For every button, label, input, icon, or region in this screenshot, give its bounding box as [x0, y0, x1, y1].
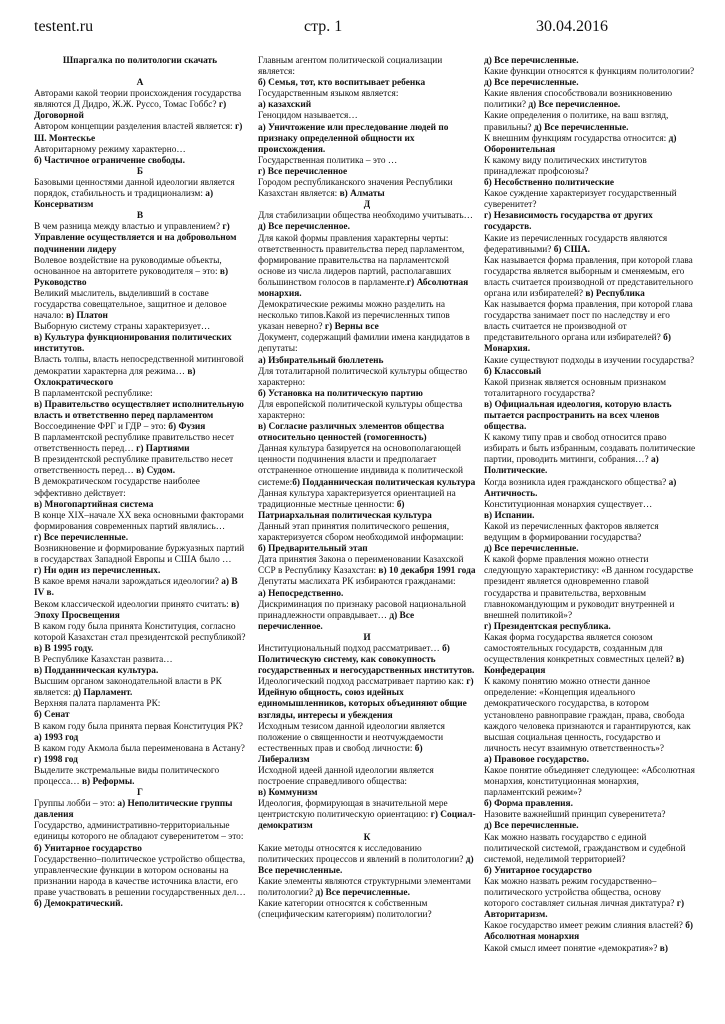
question-entry — [258, 722, 476, 766]
answer-text: в) 10 декабря 1991 года — [376, 566, 476, 577]
question-text: В каком году была принята первая Конституция РК? — [34, 721, 243, 732]
question-entry — [258, 766, 476, 788]
question-text: Данный этап принятия политического решения, характеризуется сбором необходимой информации: — [258, 521, 464, 544]
answer-text: а) казахский — [258, 100, 312, 111]
answer-entry — [258, 589, 476, 600]
answer-text: а) Избирательный бюллетень — [258, 355, 384, 366]
question-entry — [258, 644, 476, 677]
question-entry — [484, 378, 696, 400]
question-entry — [484, 234, 696, 256]
question-text: К внешним функциям государства относится: — [484, 133, 667, 144]
answer-text: б) Унитарное государство — [484, 865, 592, 876]
question-entry — [484, 478, 696, 500]
answer-text: в) Охлократического — [34, 366, 196, 388]
question-text: Как можно назвать государство с единой политической системой, гражданством и судебной системой, неделимой территорией? — [484, 832, 686, 865]
answer-text: г) Управление осуществляется и на добровольном подчинении лидеру — [34, 222, 237, 255]
answer-entry — [484, 622, 696, 633]
answer-text: д) Все перечисленные. — [484, 56, 579, 66]
question-text: Какой признак является основным признаком тоталитарного государства? — [484, 377, 667, 399]
question-entry — [484, 433, 696, 477]
question-text: Государственно–политическое устройство общества, управленческие функции в котором основаны на признании народа в качестве источника власти, его праве участвовать в решении государственных дел… — [34, 854, 246, 898]
answer-text: г) Все перечисленное — [258, 166, 348, 177]
question-entry — [484, 810, 696, 821]
answer-text: г) Абсолютная монархия. — [258, 277, 469, 299]
answer-text: в) Подданническая культура. — [34, 666, 159, 677]
answer-text: а) 1993 год — [34, 732, 79, 743]
answer-text: д) Все перечисленные. — [258, 854, 474, 876]
answer-text: б) Форма правления. — [484, 799, 573, 810]
answer-text: в) Согласие различных элементов общества относительно ценностей (гомогенность) — [258, 422, 445, 444]
answer-text: г) Верны все — [322, 322, 379, 333]
answer-text: а) Консерватизм — [34, 189, 214, 211]
question-entry — [258, 489, 476, 522]
answer-text: д) Все перечисленное. — [258, 222, 350, 233]
question-entry — [34, 622, 246, 655]
question-entry — [258, 844, 476, 877]
answer-text: в) — [657, 943, 668, 954]
answer-entry — [34, 156, 246, 167]
question-text: Какие функции относятся к функциям политологии? — [484, 67, 695, 78]
answer-entry — [34, 566, 246, 577]
answer-entry — [34, 533, 246, 544]
answer-text: а) Непосредственно. — [258, 588, 344, 599]
question-text: Демократические режимы можно разделить на несколько типов.Какой из перечисленных типов указан неверно? — [258, 300, 450, 333]
answer-text: г) Независимость государства от других государств. — [484, 211, 653, 233]
question-entry — [34, 222, 246, 255]
answer-text: б) Классовый — [484, 366, 542, 377]
answer-entry — [258, 78, 476, 89]
question-entry — [484, 189, 696, 211]
answer-entry — [484, 400, 696, 433]
answer-text: г) Ш. Монтескье — [34, 122, 243, 144]
question-entry — [34, 677, 246, 699]
question-text: В конце XIX–начале XX века основными факторами формирования современных партий являлись… — [34, 510, 244, 532]
answer-text: б) Монархия. — [484, 333, 671, 355]
question-text: Дискриминация по признаку расовой национальной принадлежности оправдывает… — [258, 599, 467, 621]
question-text: К какому понятию можно отнести данное определение: «Концепция идеального демократического государства, в котором установлено равноправие граждан, права, свобода каждого человека признаются и гарантируются, как высшая социальная ценность, государство и личность несут взаимную ответственность»? — [484, 677, 691, 754]
question-text: Государственным языком является: — [258, 89, 399, 100]
question-text: В Республике Казахстан развита… — [34, 654, 173, 665]
question-text: Какие явления способствовали возникновению политики? — [484, 89, 673, 111]
question-text: Какое понятие объединяет следующее: «Абсолютная монархия, конституционная монархия, парламентский режим»? — [484, 766, 695, 799]
question-text: Государственная политика – это … — [258, 155, 398, 166]
question-text: Дата принятия Закона о переименовании Казахской ССР в Республику Казахстан: — [258, 555, 464, 577]
question-text: Для европейской политической культуры общества характерно: — [258, 399, 463, 421]
question-text: Какой смысл имеет понятие «демократия»? — [484, 943, 658, 954]
question-text: Как называется форма правления, при которой глава государства занимает пост по наследству и его власть считается не производной от представительного органа или избирателей? — [484, 300, 693, 344]
question-text: Какие элементы являются структурными элементами политологии? — [258, 876, 471, 899]
answer-entry — [484, 799, 696, 810]
question-text: Какие существуют подходы в изучении государства? — [484, 355, 695, 366]
question-entry — [484, 256, 696, 300]
answer-text: в) Руководство — [34, 266, 229, 288]
question-text: Как можно назвать режим государственно–политического устройства общества, основу которого составляет сильная личная диктатура? — [484, 876, 675, 910]
question-entry — [34, 355, 246, 388]
question-entry — [258, 234, 476, 301]
question-entry — [484, 500, 696, 511]
answer-text: б) Сенат — [34, 710, 70, 721]
question-entry — [258, 56, 476, 78]
question-text: Геноцидом называется… — [258, 111, 358, 122]
answer-entry — [34, 710, 246, 721]
question-text: Власть толпы, власть непосредственной митинговой демократии характерна для режима… — [34, 355, 244, 377]
question-entry — [484, 300, 696, 355]
answer-entry — [34, 333, 246, 355]
answer-text: б) Фузия — [166, 422, 206, 432]
answer-entry — [34, 666, 246, 677]
question-text: Авторами какой теории происхождения государства являются Д Дидро, Ж.Ж. Руссо, Томас Гоббс? — [34, 89, 242, 111]
answer-text: в) Республика — [583, 288, 645, 299]
question-entry — [34, 766, 246, 788]
question-entry — [258, 333, 476, 355]
question-text: Волевое воздействие на руководимые объекты, основанное на авторитете руководителя – это: — [34, 255, 222, 277]
question-text: В парламентской республике правительство несет ответственность перед… — [34, 433, 235, 455]
section-letter: А — [136, 78, 144, 89]
document-title: Шпаргалка по политологии скачать — [62, 56, 218, 66]
text-column-1 — [34, 56, 246, 910]
section-letter: Б — [136, 166, 144, 177]
question-entry — [34, 289, 246, 322]
question-entry — [34, 799, 246, 821]
question-entry — [34, 322, 246, 333]
question-text: Группы лобби – это: — [34, 799, 116, 810]
answer-text: г) Договорной — [34, 100, 227, 122]
question-entry — [258, 577, 476, 588]
section-letter: К — [363, 832, 371, 843]
site-name: testent.ru — [34, 18, 94, 35]
answer-entry — [258, 788, 476, 799]
answer-text: в) Правительство осуществляет исполнительную власть и ответственно перед парламентом — [34, 399, 244, 421]
question-text: Назовите важнейший принцип суверенитета? — [484, 810, 666, 821]
answer-entry — [34, 500, 246, 511]
answer-text: в) Эпоху Просвещения — [34, 599, 240, 621]
question-text: В президентской республике правительство несет ответственность перед… — [34, 455, 234, 477]
question-entry — [34, 577, 246, 599]
answer-text: б) Подданническая политическая культура — [292, 477, 476, 488]
question-entry — [34, 256, 246, 289]
question-text: Верхняя палата парламента РК: — [34, 699, 161, 710]
question-entry — [34, 600, 246, 622]
answer-text: б) Семья, тот, кто воспитывает ребенка — [258, 78, 426, 89]
question-entry — [258, 211, 476, 233]
question-entry — [34, 821, 246, 843]
answer-text: в) Реформы. — [79, 777, 135, 787]
page-number: стр. 1 — [304, 18, 343, 35]
answer-entry — [484, 821, 696, 832]
question-text: Высшим органом законодательной власти в РК является: — [34, 677, 222, 699]
question-entry — [484, 356, 696, 378]
question-text: Когда возникла идея гражданского общества? — [484, 477, 667, 488]
answer-text: а) Уничтожение или преследование людей по признаку определенной общности их происхождения. — [258, 122, 449, 155]
answer-entry — [484, 56, 696, 67]
answer-entry — [484, 544, 696, 555]
question-entry — [484, 944, 696, 955]
question-text: Идеологический подход рассматривает партию как: — [258, 677, 464, 688]
question-text: Какие категории относятся к собственным (специфическим категориям) политологии? — [258, 899, 432, 921]
page-date: 30.04.2016 — [536, 18, 608, 35]
question-entry — [258, 899, 476, 921]
answer-text: в) Культура функционирования политических институтов. — [34, 333, 232, 355]
question-text: Для стабилизации общества необходимо учитывать… — [258, 211, 473, 222]
question-text: К какому виду политических институтов принадлежат профсоюзы? — [484, 155, 647, 177]
question-entry — [34, 699, 246, 710]
question-entry — [258, 877, 476, 899]
question-text: Выделите экстремальные виды политического процесса… — [34, 765, 220, 787]
question-entry — [258, 111, 476, 122]
question-entry — [34, 389, 246, 400]
answer-text: г) 1998 год — [34, 754, 78, 765]
answer-text: б) Частичное ограничение свободы. — [34, 155, 185, 166]
question-entry — [484, 633, 696, 677]
question-entry — [484, 67, 696, 89]
question-text: В парламентской республике: — [34, 388, 153, 399]
answer-text: а) Античность. — [484, 477, 677, 499]
question-text: В каком году была принята Конституция, согласно которой Казахстан стал президентской республикой? — [34, 621, 246, 643]
question-text: Институциональный подход рассматривает… — [258, 643, 440, 654]
question-text: Базовыми ценностями данной идеологии является порядок, стабильность и традиционализм: — [34, 177, 235, 200]
text-column-2 — [258, 56, 476, 921]
answer-entry — [34, 400, 246, 422]
answer-text: в) Платон — [63, 311, 108, 322]
question-entry — [34, 433, 246, 455]
question-entry — [34, 422, 246, 433]
answer-entry — [34, 844, 246, 855]
question-entry — [258, 677, 476, 721]
question-entry — [34, 722, 246, 744]
question-entry — [34, 655, 246, 666]
question-text: В каком году Акмола была переименована в Астану? — [34, 743, 245, 754]
answer-text: б) Либерализм — [258, 743, 423, 765]
question-entry — [484, 921, 696, 943]
question-entry — [258, 522, 476, 544]
question-text: Для какой формы правления характерны черты: ответственность правительства перед парламентом, формирование правительства на парламентской основе из числа лидеров партий, располагавших большинством голосов в парламенте. — [258, 233, 465, 288]
answer-text: д) Все перечисленные. — [484, 544, 579, 555]
answer-text: г) Ни один из перечисленных. — [34, 566, 161, 577]
answer-text: в) Судом. — [133, 466, 176, 477]
answer-text: б) Унитарное государство — [34, 843, 142, 854]
question-entry — [34, 855, 246, 910]
answer-entry — [484, 755, 696, 766]
answer-text: д) Все перечисленные. — [484, 78, 579, 89]
question-entry — [484, 156, 696, 178]
answer-text: б) Предварительный этап — [258, 544, 368, 555]
question-entry — [258, 799, 476, 832]
section-letter: Г — [137, 788, 143, 799]
question-text: Документ, содержащий фамилии имена кандидатов в депутаты: — [258, 333, 470, 355]
answer-text: б) Демократический. — [34, 899, 123, 910]
question-text: Исходным тезисом данной идеологии является положение о священности и неотчуждаемости естественных прав и свобод личности: — [258, 721, 445, 754]
question-text: Автором концепции разделения властей является: — [34, 122, 233, 133]
question-text: Главным агентом политической социализации является: — [258, 56, 443, 78]
answer-entry — [258, 123, 476, 156]
question-entry — [484, 833, 696, 866]
question-text: Какие методы относятся к исследованию политических процессов и явлений в политологии? — [258, 843, 464, 865]
answer-text: б) Патриархальная политическая культура — [258, 499, 432, 521]
answer-text: б) Несобственно политические — [484, 178, 614, 189]
answer-text: г) Социал-демократизм — [258, 810, 476, 832]
question-text: Городом республиканского значения Республики Казахстан является: — [258, 178, 453, 200]
question-text: Авторитарному режиму характерно… — [34, 144, 186, 155]
question-text: В демократическом государстве наиболее эффективно действует: — [34, 477, 200, 499]
question-text: Какой из перечисленных факторов является ведущим в формировании государства? — [484, 521, 659, 544]
question-text: Какие из перечисленных государств являются федеративными? — [484, 233, 668, 255]
answer-entry — [484, 211, 696, 233]
question-entry — [258, 555, 476, 577]
answer-entry — [484, 866, 696, 877]
answer-text: в) Коммунизм — [258, 788, 318, 799]
question-text: В чем разница между властью и управлением? — [34, 222, 220, 233]
question-text: Возникновение и формирование буржуазных партий в государствах Западной Европы и США было … — [34, 544, 245, 566]
question-text: Великий мыслитель, выделивший в составе государства совещательное, защитное и деловое начало: — [34, 288, 227, 322]
answer-entry — [258, 422, 476, 444]
answer-text: а) В IV в. — [34, 577, 238, 599]
question-entry — [34, 89, 246, 122]
answer-text: д) Парламент. — [70, 688, 133, 699]
question-text: К какой форме правления можно отнести следующую характеристику: «В данном государстве президент является одновременно главой государства и правительства, верховным главнокомандующим и руководит внутренней и внешней политикой»? — [484, 555, 694, 621]
answer-entry — [258, 356, 476, 367]
answer-text: г) Идейную общность, союз идейных единомышленников, которых объединяют общие взгляды, интересы и убеждения — [258, 677, 474, 721]
question-text: Для тоталитарной политической культуры общество характерно: — [258, 366, 468, 388]
question-text: Какое государство имеет режим слияния властей? — [484, 921, 683, 932]
answer-text: а) Правовое государство. — [484, 754, 589, 765]
answer-entry — [484, 511, 696, 522]
question-entry — [34, 455, 246, 477]
question-entry — [484, 766, 696, 799]
question-entry — [484, 134, 696, 156]
answer-text: б) США. — [551, 244, 590, 255]
question-text: Воссоединение ФРГ и ГДР – это: — [34, 422, 167, 432]
answer-text: г) Президентская республика. — [484, 621, 611, 632]
answer-text: д) Все перечисленные. — [531, 122, 629, 133]
question-entry — [258, 600, 476, 633]
question-entry — [484, 522, 696, 544]
question-entry — [258, 444, 476, 488]
answer-text: б) Политическую систему, как совокупность государственных и негосударственных институтов. — [258, 643, 475, 677]
answer-text: г) Партиями — [133, 444, 190, 455]
question-text: Какая форма государства является союзом самостоятельных государств, созданным для осуществления конкретных совместных целей? — [484, 632, 674, 666]
answer-text: б) Абсолютная монархия — [484, 921, 694, 943]
question-entry — [484, 111, 696, 133]
answer-text: а) Политические. — [484, 455, 659, 477]
question-text: В какое время начали зарождаться идеологии? — [34, 577, 219, 588]
answer-text: в) Многопартийная система — [34, 499, 154, 510]
answer-entry — [484, 178, 696, 189]
question-entry — [34, 477, 246, 499]
question-entry — [258, 300, 476, 333]
question-entry — [34, 145, 246, 156]
question-entry — [34, 178, 246, 211]
question-text: Данная культура базируется на основополагающей ценности подчинения власти и предполагает отстраненное отношение индивида к политической системе: — [258, 444, 463, 488]
answer-text: д) Все перечисленное. — [525, 100, 621, 111]
question-entry — [34, 511, 246, 533]
question-entry — [34, 122, 246, 144]
answer-text: г) Авторитаризм. — [484, 899, 685, 921]
question-entry — [484, 877, 696, 921]
text-column-3 — [484, 56, 696, 955]
question-entry — [258, 156, 476, 167]
answer-text: б) Установка на политическую партию — [258, 388, 423, 399]
question-text: Данная культура характеризуется ориентацией на традиционные местные ценности: — [258, 488, 456, 510]
question-text: Конституционная монархия существует… — [484, 499, 653, 510]
answer-text: в) Конфедерация — [484, 655, 685, 677]
answer-text: д) Все перечисленные. — [313, 888, 410, 899]
question-entry — [484, 89, 696, 111]
question-text: Как называется форма правления, при которой глава государства является выборным и сменяемым, его власть считается производной от представительного органа или избирателей? — [484, 255, 694, 299]
question-text: Выборную систему страны характеризует… — [34, 322, 211, 333]
section-letter: И — [363, 632, 371, 643]
answer-text: д) Все перечисленное. — [258, 610, 415, 632]
question-text: К какому типу прав и свобод относится право избирать и быть избранным, создавать политические партии, проводить митинги, собрания…? — [484, 433, 696, 466]
question-entry — [34, 744, 246, 766]
question-text: Веком классической идеологии принято считать: — [34, 599, 229, 610]
section-letter: Д — [363, 200, 371, 211]
answer-text: а) Неполитические группы давления — [34, 799, 233, 821]
answer-entry — [258, 100, 476, 111]
answer-text: д) Оборонительная — [484, 133, 677, 155]
question-entry — [258, 367, 476, 389]
question-text: Какое суждение характеризует государственный суверенитет? — [484, 189, 677, 211]
answer-text: в) Испании. — [484, 510, 535, 521]
answer-entry — [258, 544, 476, 555]
question-entry — [484, 677, 696, 755]
answer-entry — [258, 389, 476, 400]
answer-text: д) Все перечисленные. — [484, 821, 579, 832]
question-entry — [258, 400, 476, 422]
question-entry — [258, 178, 476, 200]
answer-text: г) Все перечисленные. — [34, 532, 129, 543]
question-text: Исходной идеей данной идеологии является построение справедливого общества: — [258, 766, 434, 788]
answer-entry — [258, 167, 476, 178]
question-text: Идеология, формирующая в значительной мере центристскую политическую ориентацию: — [258, 799, 448, 821]
question-entry — [258, 89, 476, 100]
question-entry — [484, 555, 696, 622]
answer-text: в) Алматы — [337, 189, 385, 200]
question-text: Государство, административно-территориальные единицы которого не обладают суверенитетом – это: — [34, 821, 244, 843]
answer-text: в) Официальная идеология, которую власть пытается распространить на всех членов общества. — [484, 399, 672, 433]
question-entry — [34, 544, 246, 566]
section-letter: В — [136, 211, 144, 222]
question-text: Депутаты маслихата РК избираются гражданами: — [258, 577, 456, 588]
answer-text: в) В 1995 году. — [34, 643, 94, 654]
question-text: Какие определения о политике, на ваш взгляд, правильны? — [484, 111, 669, 133]
